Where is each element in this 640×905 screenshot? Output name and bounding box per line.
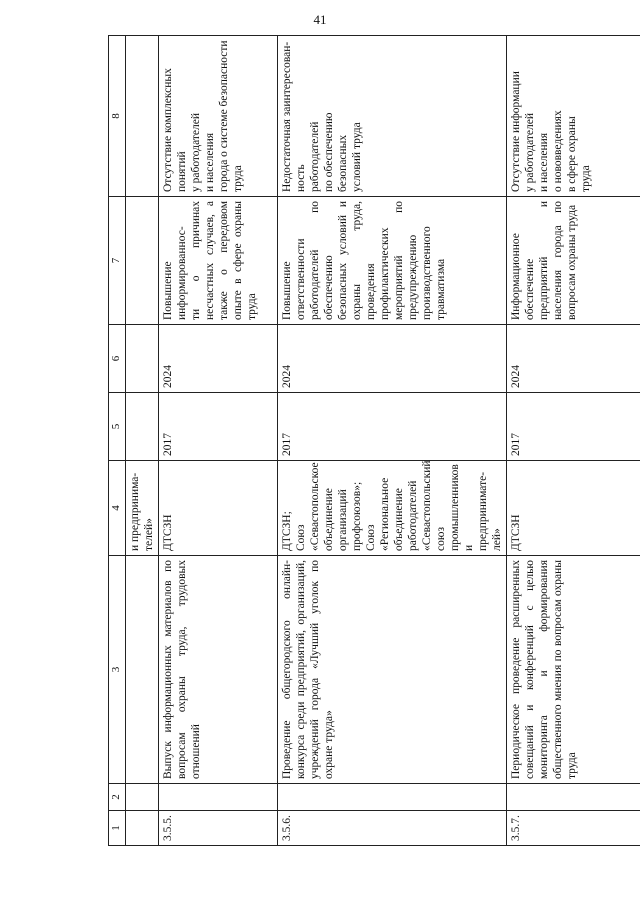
header-col-7: 7 [109, 197, 126, 325]
program-table [108, 35, 640, 846]
header-col-1: 1 [109, 811, 126, 846]
header-col-6: 6 [109, 325, 126, 393]
cell [126, 393, 159, 461]
executor-cell: ДТСЗН; Союз «Севастопольское объединение организаций профсоюзов»; Союз «Региональное объединение работодателей «Севастопольский союз промышленников и предпринимате- лей» [278, 461, 507, 556]
start-year-cell: 2017 [507, 393, 640, 461]
cell [126, 784, 159, 811]
table-row [278, 36, 507, 846]
rotated-table-frame [108, 36, 613, 846]
measure-cell: Периодическое проведение расширенных совещаний и конференций с целью мониторинга и формирования общественного мнения по вопросам охраны труда [507, 556, 640, 784]
page-number: 41 [313, 12, 327, 27]
cell [126, 556, 159, 784]
col2-cell [507, 784, 640, 811]
header-row [109, 36, 126, 846]
col2-cell [278, 784, 507, 811]
end-year-cell: 2024 [507, 325, 640, 393]
header-col-4: 4 [109, 461, 126, 556]
header-col-5: 5 [109, 393, 126, 461]
header-col-2: 2 [109, 784, 126, 811]
executor-cell: ДТСЗН [507, 461, 640, 556]
end-year-cell: 2024 [278, 325, 507, 393]
col2-cell [159, 784, 278, 811]
table-row [159, 36, 278, 846]
measure-cell: Выпуск информационных материалов по вопросам охраны труда, трудовых отношений [159, 556, 278, 784]
program-table-wrapper [108, 36, 613, 846]
problem-cell: Недостаточная заинтересован- ность работодателей по обеспечению безопасных условий труда [278, 36, 507, 197]
measure-cell: Проведение общегородского онлайн-конкурса среди предприятий, организаций, учреждений города «Лучший уголок по охране труда» [278, 556, 507, 784]
cell [126, 811, 159, 846]
cell [126, 325, 159, 393]
continuation-row [126, 36, 159, 846]
table-row [507, 36, 640, 846]
row-number: 3.5.7. [507, 811, 640, 846]
cell [126, 197, 159, 325]
result-cell: Информационное обеспечение предприятий и населения города по вопросам охраны труда [507, 197, 640, 325]
cell [126, 36, 159, 197]
row-number: 3.5.5. [159, 811, 278, 846]
problem-cell: Отсутствие комплексных понятий у работодателей и населения города о системе безопасности труда [159, 36, 278, 197]
problem-cell: Отсутствие информации у работодателей и населения о нововведениях в сфере охраны труда [507, 36, 640, 197]
end-year-cell: 2024 [159, 325, 278, 393]
start-year-cell: 2017 [159, 393, 278, 461]
row-number: 3.5.6. [278, 811, 507, 846]
executor-cell: ДТСЗН [159, 461, 278, 556]
result-cell: Повышение информированнос- ти о причинах несчастных случаев, а также о передовом опыте в сфере охраны труда [159, 197, 278, 325]
result-cell: Повышение ответственности работодателей по обеспечению безопасных условий и охраны труда, проведения профилактических мероприятий по предупреждению производственного травматизма [278, 197, 507, 325]
header-col-3: 3 [109, 556, 126, 784]
header-col-8: 8 [109, 36, 126, 197]
continuation-executor: и предпринима- телей» [126, 461, 159, 556]
start-year-cell: 2017 [278, 393, 507, 461]
